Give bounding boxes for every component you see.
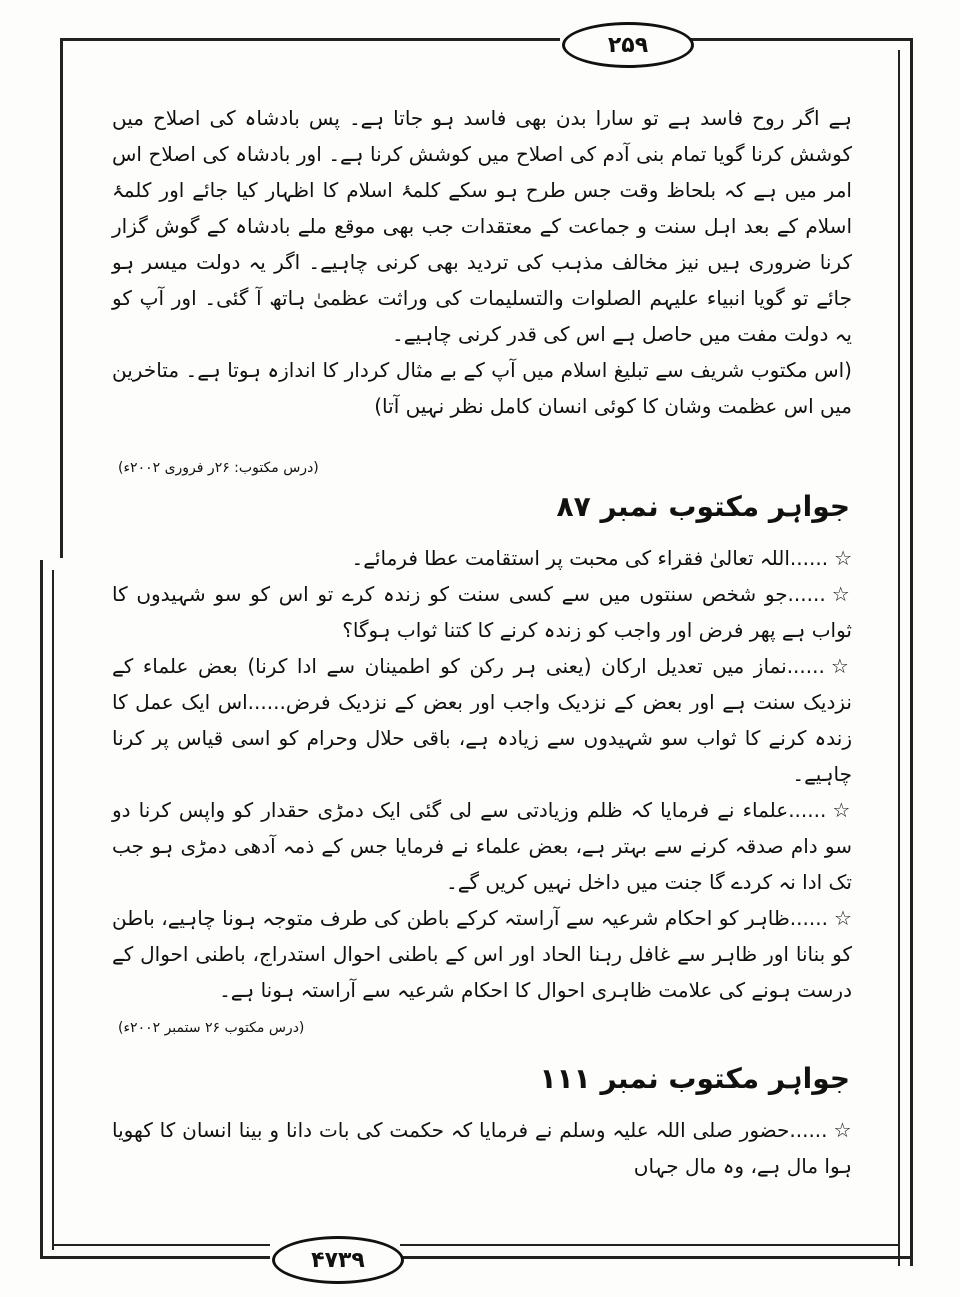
frame-bottom-line: [40, 1256, 270, 1259]
frame-left-line: [40, 560, 43, 1256]
frame-left-line: [60, 38, 63, 558]
bullet-text: ......علماء نے فرمایا کہ ظلم وزیادتی سے لی گئی ایک دمڑی حقدار کو واپس کرنا دو سو دام صدقہ کرنے سے بہتر ہے، بعض علماء نے فرمایا جس کے ذمہ آدھی دمڑی ہو جب تک ادا نہ کردے گا جنت میں داخل نہیں کریں گے۔: [112, 798, 852, 894]
frame-left-inner-line: [52, 570, 54, 1250]
list-item: [112, 540, 852, 576]
frame-bottom-inner-line: [400, 1244, 898, 1246]
frame-top-line: [690, 38, 910, 41]
section2-body: [112, 540, 852, 1008]
section3-body: [112, 1112, 852, 1184]
section3-heading: جواہر مکتوب نمبر ۱۱۱: [539, 1062, 850, 1095]
bullet-text: ......اللہ تعالیٰ فقراء کی محبت پر استقامت عطا فرمائے۔: [351, 546, 829, 570]
frame-top-line: [60, 38, 560, 41]
frame-bottom-inner-line: [52, 1244, 270, 1246]
frame-right-line: [910, 38, 913, 1266]
bullet-text: ......جو شخص سنتوں میں سے کسی سنت کو زندہ کرے تو اس کو سو شہیدوں کا ثواب ہے پھر فرض اور واجب کو زندہ کرنے کا کتنا ثواب ہوگا؟: [112, 582, 852, 642]
star-icon: ☆: [830, 654, 853, 678]
section1-citation: (درس مکتوب: ۲۶ر فروری ۲۰۰۲ء): [118, 460, 319, 476]
frame-bottom-line: [400, 1256, 913, 1259]
star-icon: ☆: [833, 906, 852, 930]
section2-heading: جواہر مکتوب نمبر ۸۷: [556, 490, 850, 523]
section2-citation: (درس مکتوب ۲۶ ستمبر ۲۰۰۲ء): [118, 1020, 305, 1036]
list-item: [112, 900, 852, 1008]
list-item: [112, 792, 852, 900]
star-icon: ☆: [831, 582, 852, 606]
list-item: [112, 648, 852, 792]
section1-paragraph: ہے اگر روح فاسد ہے تو سارا بدن بھی فاسد ہو جاتا ہے۔ پس بادشاہ کی اصلاح میں کوشش کرنا گویا تمام بنی آدم کی اصلاح میں کوشش کرنا ہے۔ اور بادشاہ کی اصلاح اس امر میں ہے کہ بلحاظ وقت جس طرح ہو سکے کلمۂ اسلام کا اظہار کیا جائے اور کلمۂ اسلام کے بعد اہل سنت و جماعت کے معتقدات جب بھی موقع ملے بادشاہ کے گوش گزار کرنا ضروری ہیں نیز مخالف مذہب کی تردید بھی کرنی چاہیے۔ اگر یہ دولت میسر ہو جائے تو گویا انبیاء علیہم الصلوات والتسلیمات کی وراثت عظمیٰ ہاتھ آ گئی۔ اور آپ کو یہ دولت مفت میں حاصل ہے اس کی قدر کرنی چاہیے۔: [112, 106, 852, 346]
list-item: [112, 576, 852, 648]
section1-body: [112, 100, 852, 424]
section1-paragraph: (اس مکتوب شریف سے تبلیغ اسلام میں آپ کے بے مثال کردار کا اندازہ ہوتا ہے۔ متاخرین میں اس عظمت وشان کا کوئی انسان کامل نظر نہیں آتا): [112, 358, 852, 418]
star-icon: ☆: [833, 1118, 852, 1142]
top-page-number: ۲۵۹: [562, 22, 694, 68]
bullet-text: ......نماز میں تعدیل ارکان (یعنی ہر رکن کو اطمینان سے ادا کرنا) بعض علماء کے نزدیک سنت ہے اور بعض کے نزدیک واجب اور بعض کے نزدیک فرض......اس ایک عمل کا زندہ کرنے کا ثواب سو شہیدوں سے زیادہ ہے، باقی حلال وحرام کو اسی قیاس پر کرنا چاہیے۔: [112, 654, 852, 786]
star-icon: ☆: [834, 546, 852, 570]
frame-right-inner-line: [898, 50, 900, 1266]
bullet-text: ......حضور صلی اللہ علیہ وسلم نے فرمایا کہ حکمت کی بات دانا و بینا انسان کا کھویا ہوا مال ہے، وہ مال جہاں: [112, 1118, 852, 1178]
bottom-page-number: ۴۷۳۹: [272, 1236, 404, 1284]
star-icon: ☆: [832, 798, 852, 822]
bullet-text: ......ظاہر کو احکام شرعیہ سے آراستہ کرکے باطن کی طرف متوجہ ہونا چاہیے، باطن کو بنانا اور ظاہر سے غافل رہنا الحاد اور اس کے باطنی احوال استدراج، باطنی احوال کے درست ہونے کی علامت ظاہری احوال کا احکام شرعیہ سے آراستہ ہونا ہے۔: [112, 906, 852, 1002]
list-item: [112, 1112, 852, 1184]
